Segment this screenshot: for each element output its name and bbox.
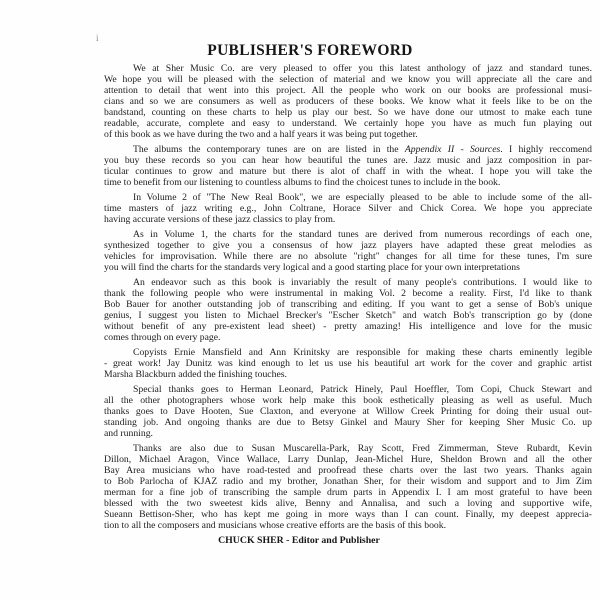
text-segment: tion to all the composers and musicians whose creative efforts are the basis of this book. <box>104 520 447 531</box>
text-line <box>104 118 592 129</box>
text-segment: As in Volume 1, the charts for the standard tunes are derived from numerous recordings of each one, <box>133 229 592 240</box>
paragraph <box>104 63 592 140</box>
text-segment: - great work! Jay Dunitz was kind enough to let us use his beautiful art work for the cover and graphic artist <box>104 358 592 369</box>
text-segment: all the other photographers whose work help make this book esthetically pleasing as well as useful. Much <box>104 395 592 406</box>
text-line <box>104 509 592 520</box>
text-line <box>104 74 592 85</box>
text-segment: synthesized together to give you a consensus of how jazz players have adapted these great melodies as <box>104 240 592 251</box>
text-line <box>104 262 592 273</box>
text-segment: We hope you will be pleased with the selection of material and we know you will appreciate all the care and <box>104 74 592 85</box>
text-line <box>104 465 592 476</box>
text-segment: In Volume 2 of "The New Real Book", we are especially pleased to be able to include some of the all- <box>133 192 592 203</box>
text-line <box>104 310 592 321</box>
text-segment: merman for a fine job of transcribing the sample drum parts in Appendix I. I am most grateful to have been <box>104 487 592 498</box>
text-segment: and running. <box>104 428 153 439</box>
text-line <box>104 347 592 358</box>
text-segment: We at Sher Music Co. are very pleased to offer you this latest anthology of jazz and standard tunes. <box>133 63 592 74</box>
text-segment: thank the following people who were instrumental in making Vol. 2 become a reality. First, I'd like to thank <box>104 288 592 299</box>
text-line <box>104 299 592 310</box>
text-line <box>104 129 592 140</box>
text-segment: of this book as we have during the two and a half years it was being put together. <box>104 129 418 140</box>
text-segment: readable, accurate, complete and easy to understand. We certainly hope you have as much fun playing out <box>104 118 592 129</box>
paragraph <box>104 277 592 343</box>
text-line <box>104 214 592 225</box>
text-line <box>104 498 592 509</box>
text-segment: ticular continues to grow and mature but there is alot of chaff in with the wheat. I hope you will take the <box>104 166 592 177</box>
paragraph <box>104 384 592 439</box>
text-line <box>104 520 592 531</box>
text-line <box>104 454 592 465</box>
text-segment: Bay Area musicians who have road-tested and proofread these charts over the last two years. Thanks again <box>104 465 592 476</box>
text-segment: standing job. And ongoing thanks are due to Betsy Ginkel and Maury Sher for keeping Sher Music Co. up <box>104 417 592 428</box>
text-line <box>104 395 592 406</box>
paragraph <box>104 192 592 225</box>
paragraph <box>104 229 592 273</box>
text-line <box>104 144 592 155</box>
text-segment: having accurate versions of these jazz classics to play from. <box>104 214 336 225</box>
text-line <box>104 476 592 487</box>
text-segment: . I highly reccomend <box>500 144 592 155</box>
text-segment: comes through on every page. <box>104 332 221 343</box>
text-line <box>104 166 592 177</box>
text-line <box>104 240 592 251</box>
text-segment: to Bob Parlocha of KJAZ radio and my brother, Jonathan Sher, for their wisdom and support and to Jim Zim <box>104 476 592 487</box>
text-line <box>104 63 592 74</box>
text-segment: you buy these records so you can hear how beautiful the tunes are. Jazz music and jazz composition in par- <box>104 155 592 166</box>
text-segment: Sueann Bettison-Sher, who has kept me going in more ways than I can count. Finally, my deepest apprecia- <box>104 509 592 520</box>
text-line <box>104 277 592 288</box>
text-line <box>104 96 592 107</box>
text-segment: time to benefit from our listening to countless albums to find the choicest tunes to include in the book. <box>104 177 501 188</box>
text-line <box>104 487 592 498</box>
signature-line: CHUCK SHER - Editor and Publisher <box>218 535 380 546</box>
text-segment: you will find the charts for the standards very logical and a good starting place for your own interpretations <box>104 262 520 273</box>
text-line <box>104 288 592 299</box>
text-line <box>104 85 592 96</box>
text-segment: vehicles for improvisation. While there are no absolute "right" changes for all time for these tunes, I'm sure <box>104 251 592 262</box>
italic-text-segment: Appendix II - Sources <box>404 144 501 155</box>
paragraph <box>104 443 592 531</box>
text-segment: Dillon, Michael Aragon, Vince Wallace, Larry Dunlap, Jean-Michel Hure, Sheldon Brown and all the other <box>104 454 592 465</box>
text-segment: Special thanks goes to Herman Leonard, Patrick Hinely, Paul Hoeffler, Tom Copi, Chuck Stewart and <box>133 384 592 395</box>
text-line <box>104 203 592 214</box>
text-line <box>104 177 592 188</box>
text-segment: Bob Bauer for another outstanding job of transcribing and editing. If you want to get a sense of Bob's unique <box>104 299 592 310</box>
text-line <box>104 107 592 118</box>
text-segment: bandstand, counting on these charts to help us play our best. So we have done our utmost to make each tune <box>104 107 592 118</box>
text-line <box>104 428 592 439</box>
text-line <box>104 192 592 203</box>
text-line <box>104 332 592 343</box>
text-segment: blessed with the two sweetest kids alive, Benny and Annalisa, and such a loving and supportive wife, <box>104 498 592 509</box>
text-line <box>104 251 592 262</box>
text-segment: time masters of jazz writing e.g., John Coltrane, Horace Silver and Chick Corea. We hope you appreciate <box>104 203 592 214</box>
paragraph <box>104 144 592 188</box>
text-line <box>104 358 592 369</box>
paragraph <box>104 347 592 380</box>
text-segment: without benefit of any pre-existent lead sheet) - pretty amazing! His intelligence and love for the music <box>104 321 592 332</box>
text-segment: The albums the contemporary tunes are on are listed in the <box>133 144 405 155</box>
text-segment: Copyists Ernie Mansfield and Ann Krinitsky are responsible for making these charts eminently legible <box>133 347 592 358</box>
foreword-body <box>104 63 592 546</box>
text-segment: Thanks are also due to Susan Muscarella-Park, Ray Scott, Fred Zimmerman, Steve Rubardt, Kevin <box>133 443 592 454</box>
page-title: PUBLISHER'S FOREWORD <box>207 42 413 59</box>
text-segment: attention to detail that went into this project. All the people who work on our books are professional musi- <box>104 85 592 96</box>
text-line <box>104 417 592 428</box>
text-line <box>104 155 592 166</box>
text-line <box>104 443 592 454</box>
text-line <box>104 406 592 417</box>
text-segment: Marsha Blackburn added the finishing touches. <box>104 369 287 380</box>
text-segment: An endeavor such as this book is invariably the result of many people's contributions. I would like to <box>133 277 592 288</box>
text-line <box>104 229 592 240</box>
text-line <box>104 321 592 332</box>
text-line <box>104 384 592 395</box>
page-margin-mark: i <box>96 33 99 43</box>
text-segment: cians and so we are consumers as well as producers of these books. We know what it feels like to be on the <box>104 96 592 107</box>
text-line <box>104 369 592 380</box>
text-segment: thanks goes to Dave Hooten, Sue Claxton, and everyone at Willow Creek Printing for doing their usual out- <box>104 406 592 417</box>
text-segment: genius, I suggest you listen to Michael Brecker's "Escher Sketch" and watch Bob's transcription go by (done <box>104 310 592 321</box>
